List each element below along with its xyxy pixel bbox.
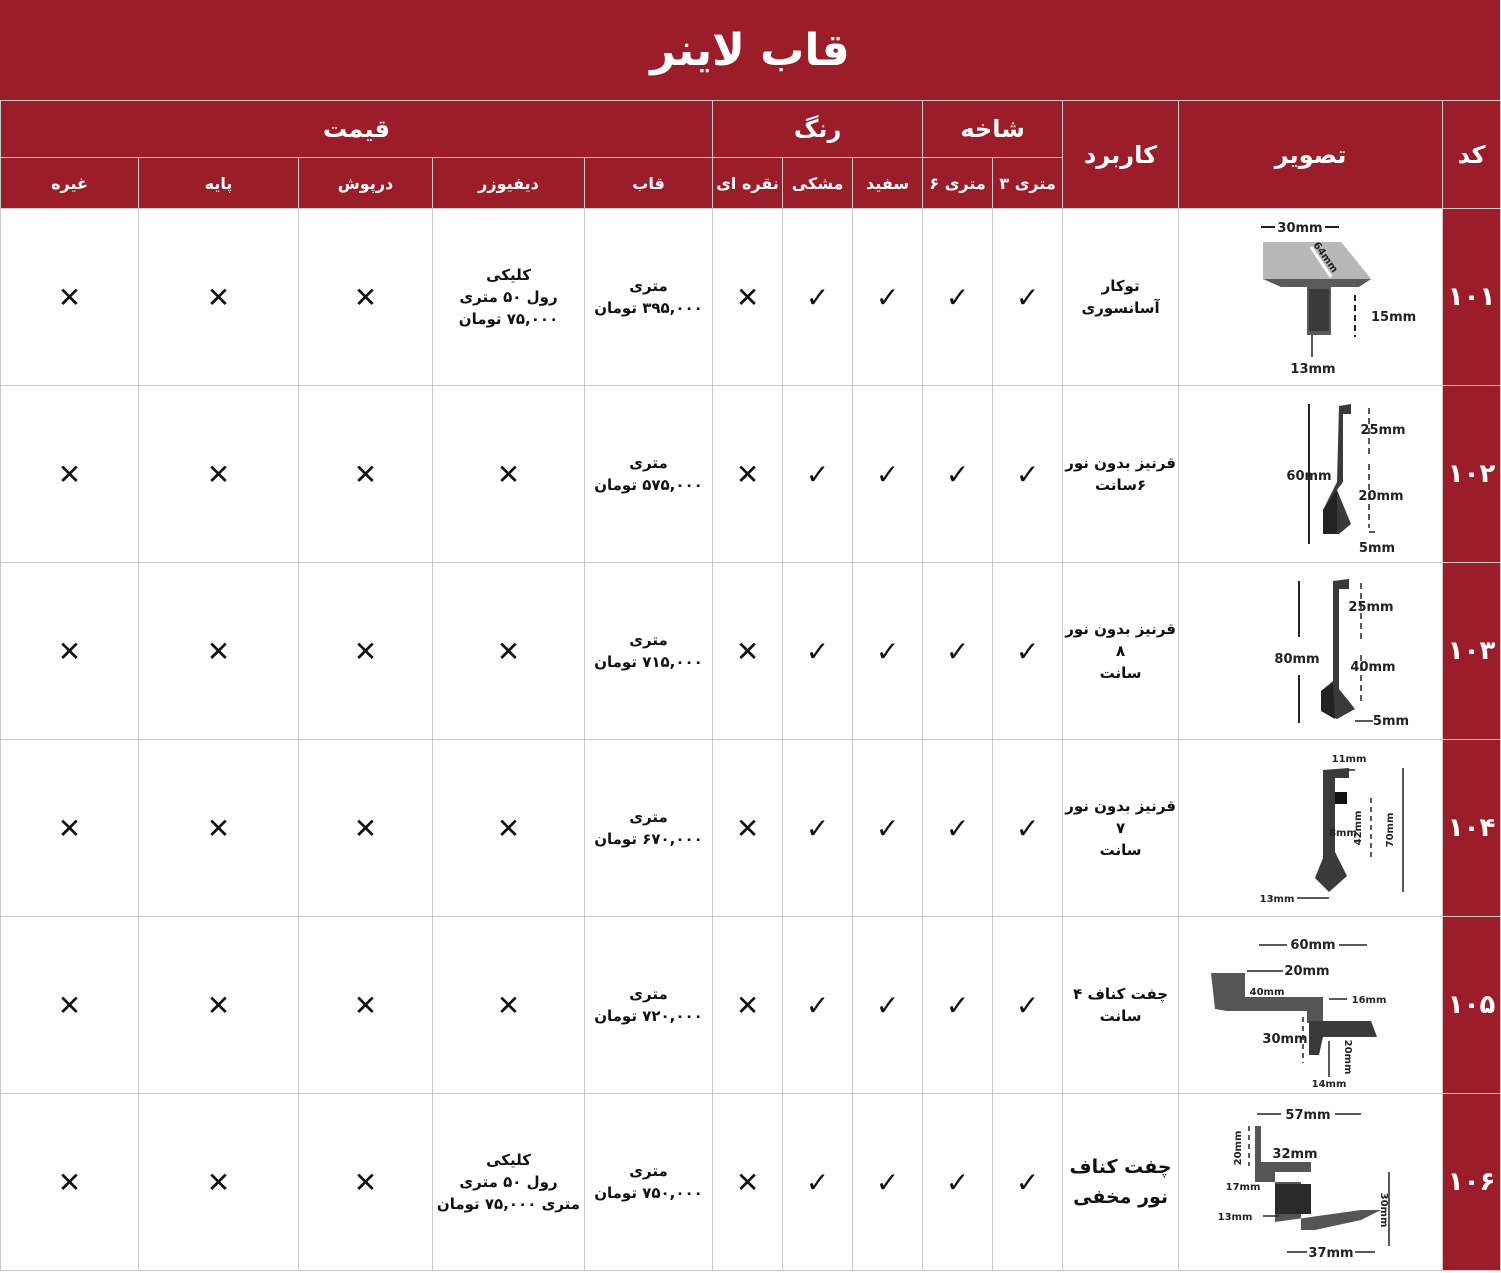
cell-white (853, 386, 923, 563)
cross-icon: ✕ (735, 811, 760, 845)
cross-icon: ✕ (353, 280, 378, 314)
cross-icon: ✕ (206, 280, 231, 314)
cell-code: ۱۰۱ (1443, 209, 1501, 386)
table-row (1, 563, 1501, 740)
header-price: قیمت (1, 101, 713, 158)
cross-icon: ✕ (57, 280, 82, 314)
dim-label: 17mm (1225, 1182, 1260, 1193)
cell-code: ۱۰۶ (1443, 1094, 1501, 1271)
dim-label: 20mm (1357, 489, 1404, 504)
check-icon: ✓ (1015, 280, 1040, 314)
dim-label: 37mm (1307, 1246, 1354, 1261)
check-icon: ✓ (875, 811, 900, 845)
diffuser-price: کلیکی رول ۵۰ متری ۷۵,۰۰۰ تومان (458, 266, 559, 328)
dim-label: 11mm (1331, 754, 1366, 765)
cell-black (783, 386, 853, 563)
cell-cover (299, 563, 433, 740)
cell-code: ۱۰۴ (1443, 740, 1501, 917)
cell-6m (923, 209, 993, 386)
cell-black (783, 563, 853, 740)
cell-other (1, 563, 139, 740)
check-icon: ✓ (875, 280, 900, 314)
check-icon: ✓ (875, 988, 900, 1022)
cell-diffuser (433, 386, 585, 563)
dim-label: 15mm (1370, 310, 1416, 325)
cell-usage (1063, 917, 1179, 1094)
check-icon: ✓ (805, 988, 830, 1022)
cell-image (1179, 917, 1443, 1094)
profile-105-image (1211, 925, 1411, 1090)
page-title: قاب لاینر (650, 24, 850, 76)
check-icon: ✓ (805, 634, 830, 668)
check-icon: ✓ (805, 280, 830, 314)
check-icon: ✓ (875, 634, 900, 668)
header-base: پایه (139, 158, 299, 209)
cell-diffuser (433, 1094, 585, 1271)
cell-3m (993, 563, 1063, 740)
title-banner (0, 0, 1500, 100)
dim-label: 13mm (1259, 894, 1294, 905)
frame-price: متری ۷۲۰,۰۰۰ تومان (594, 985, 703, 1025)
header-3m: ۳ متری (993, 158, 1063, 209)
check-icon: ✓ (1015, 634, 1040, 668)
cell-silver (713, 386, 783, 563)
cell-6m (923, 563, 993, 740)
table-row (1, 209, 1501, 386)
cell-diffuser (433, 740, 585, 917)
cell-other (1, 209, 139, 386)
dim-label: 20mm (1232, 1130, 1244, 1166)
header-branch: شاخه (923, 101, 1063, 158)
cell-image (1179, 386, 1443, 563)
cell-other (1, 386, 139, 563)
cell-cover (299, 209, 433, 386)
cell-frame (585, 386, 713, 563)
dim-label: 25mm (1359, 423, 1406, 438)
cross-icon: ✕ (735, 457, 760, 491)
header-cover: درپوش (299, 158, 433, 209)
cross-icon: ✕ (735, 634, 760, 668)
cell-silver (713, 563, 783, 740)
cross-icon: ✕ (735, 988, 760, 1022)
cell-usage (1063, 563, 1179, 740)
cell-cover (299, 740, 433, 917)
header-image: تصویر (1179, 101, 1443, 209)
cell-3m (993, 386, 1063, 563)
cell-6m (923, 917, 993, 1094)
cell-base (139, 563, 299, 740)
cell-6m (923, 740, 993, 917)
cell-white (853, 740, 923, 917)
diffuser-price: کلیکی رول ۵۰ متری متری ۷۵,۰۰۰ تومان (436, 1151, 581, 1213)
cell-white (853, 209, 923, 386)
cross-icon: ✕ (735, 280, 760, 314)
cell-white (853, 1094, 923, 1271)
cross-icon: ✕ (206, 1165, 231, 1199)
cell-black (783, 740, 853, 917)
cell-silver (713, 917, 783, 1094)
dim-label: 5mm (1358, 541, 1395, 556)
profile-106-image (1211, 1102, 1411, 1262)
cross-icon: ✕ (206, 811, 231, 845)
cell-usage (1063, 209, 1179, 386)
dim-label: 13mm (1289, 362, 1336, 377)
cross-icon: ✕ (496, 634, 521, 668)
cell-frame (585, 209, 713, 386)
cross-icon: ✕ (353, 811, 378, 845)
check-icon: ✓ (1015, 811, 1040, 845)
check-icon: ✓ (945, 634, 970, 668)
check-icon: ✓ (945, 457, 970, 491)
table-row (1, 740, 1501, 917)
cross-icon: ✕ (57, 457, 82, 491)
table-row (1, 917, 1501, 1094)
cell-other (1, 917, 139, 1094)
check-icon: ✓ (945, 280, 970, 314)
frame-price: متری ۷۱۵,۰۰۰ تومان (594, 631, 703, 671)
dim-label: 5mm (1372, 714, 1409, 729)
cell-image (1179, 563, 1443, 740)
cell-3m (993, 917, 1063, 1094)
dim-label: 60mm (1285, 469, 1332, 484)
dim-label: 60mm (1289, 938, 1336, 953)
frame-price: متری ۶۷۰,۰۰۰ تومان (594, 808, 703, 848)
cell-other (1, 740, 139, 917)
cross-icon: ✕ (57, 988, 82, 1022)
profile-102-image (1211, 394, 1411, 554)
cell-frame (585, 917, 713, 1094)
cell-white (853, 563, 923, 740)
usage-text: چفت کناف ۴ سانت (1073, 985, 1169, 1025)
dim-label: 70mm (1384, 812, 1396, 848)
cross-icon: ✕ (496, 811, 521, 845)
frame-price: متری ۵۷۵,۰۰۰ تومان (594, 454, 703, 494)
dim-label: 40mm (1249, 987, 1284, 998)
cross-icon: ✕ (206, 988, 231, 1022)
cell-code: ۱۰۲ (1443, 386, 1501, 563)
cell-base (139, 209, 299, 386)
cell-cover (299, 917, 433, 1094)
check-icon: ✓ (1015, 457, 1040, 491)
dim-label: 40mm (1349, 660, 1396, 675)
header-color: رنگ (713, 101, 923, 158)
cell-frame (585, 740, 713, 917)
cell-frame (585, 563, 713, 740)
dim-label: 20mm (1283, 964, 1330, 979)
header-other: غیره (1, 158, 139, 209)
table-row (1, 1094, 1501, 1271)
cell-3m (993, 209, 1063, 386)
dim-label: 8mm (1328, 828, 1357, 839)
cell-base (139, 740, 299, 917)
check-icon: ✓ (945, 811, 970, 845)
header-diffuser: دیفیوزر (433, 158, 585, 209)
cell-usage (1063, 1094, 1179, 1271)
cell-black (783, 209, 853, 386)
cross-icon: ✕ (206, 634, 231, 668)
table-row (1, 386, 1501, 563)
check-icon: ✓ (1015, 988, 1040, 1022)
dim-label: 14mm (1311, 1079, 1346, 1090)
cell-diffuser (433, 917, 585, 1094)
cell-image (1179, 740, 1443, 917)
cell-usage (1063, 740, 1179, 917)
dim-label: 20mm (1341, 1039, 1353, 1075)
profile-103-image (1211, 571, 1411, 731)
dim-label: 16mm (1351, 995, 1386, 1006)
dim-label: 80mm (1273, 652, 1320, 667)
cell-base (139, 1094, 299, 1271)
header-white: سفید (853, 158, 923, 209)
check-icon: ✓ (805, 457, 830, 491)
cell-6m (923, 386, 993, 563)
cell-diffuser (433, 209, 585, 386)
frame-price: متری ۳۹۵,۰۰۰ تومان (594, 277, 703, 317)
cell-image (1179, 209, 1443, 386)
cell-image (1179, 1094, 1443, 1271)
cell-silver (713, 1094, 783, 1271)
header-silver: نقره ای (713, 158, 783, 209)
check-icon: ✓ (805, 1165, 830, 1199)
cell-6m (923, 1094, 993, 1271)
cell-diffuser (433, 563, 585, 740)
cross-icon: ✕ (496, 457, 521, 491)
cross-icon: ✕ (353, 634, 378, 668)
cross-icon: ✕ (353, 457, 378, 491)
cross-icon: ✕ (735, 1165, 760, 1199)
check-icon: ✓ (1015, 1165, 1040, 1199)
cell-silver (713, 209, 783, 386)
cell-code: ۱۰۵ (1443, 917, 1501, 1094)
usage-text: توکار آسانسوری (1081, 277, 1160, 317)
header-usage: کاربرد (1063, 101, 1179, 209)
cross-icon: ✕ (57, 1165, 82, 1199)
header-6m: ۶ متری (923, 158, 993, 209)
profile-104-image (1211, 748, 1411, 908)
frame-price: متری ۷۵۰,۰۰۰ تومان (594, 1162, 703, 1202)
header-frame: قاب (585, 158, 713, 209)
check-icon: ✓ (945, 988, 970, 1022)
cell-3m (993, 740, 1063, 917)
dim-label: 57mm (1284, 1108, 1331, 1123)
profile-101-image (1211, 217, 1416, 377)
usage-text: قرنیز بدون نور ۷ سانت (1065, 797, 1176, 859)
cross-icon: ✕ (57, 811, 82, 845)
cell-black (783, 1094, 853, 1271)
cell-cover (299, 1094, 433, 1271)
dim-label: 30mm (1276, 221, 1323, 236)
header-black: مشکی (783, 158, 853, 209)
cell-usage (1063, 386, 1179, 563)
cross-icon: ✕ (57, 634, 82, 668)
dim-label: 30mm (1377, 1192, 1389, 1228)
dim-label: 25mm (1347, 600, 1394, 615)
cell-silver (713, 740, 783, 917)
product-table (0, 100, 1501, 1271)
cell-base (139, 917, 299, 1094)
cell-other (1, 1094, 139, 1271)
check-icon: ✓ (875, 1165, 900, 1199)
dim-label: 13mm (1217, 1212, 1252, 1223)
cell-base (139, 386, 299, 563)
cross-icon: ✕ (353, 988, 378, 1022)
cross-icon: ✕ (206, 457, 231, 491)
usage-text: قرنیز بدون نور ۶سانت (1065, 454, 1176, 494)
cell-white (853, 917, 923, 1094)
dim-label: 32mm (1271, 1147, 1318, 1162)
check-icon: ✓ (945, 1165, 970, 1199)
dim-label: 42mm (1352, 810, 1364, 846)
check-icon: ✓ (875, 457, 900, 491)
check-icon: ✓ (805, 811, 830, 845)
usage-text: چفت کناف نور مخفی (1069, 1156, 1172, 1208)
header-code: کد (1443, 101, 1501, 209)
cell-code: ۱۰۳ (1443, 563, 1501, 740)
cross-icon: ✕ (496, 988, 521, 1022)
cell-black (783, 917, 853, 1094)
cell-frame (585, 1094, 713, 1271)
usage-text: قرنیز بدون نور ۸ سانت (1065, 620, 1176, 682)
cell-cover (299, 386, 433, 563)
cell-3m (993, 1094, 1063, 1271)
dim-label: 30mm (1261, 1032, 1308, 1047)
dim-label: 64mm (1310, 240, 1340, 275)
cross-icon: ✕ (353, 1165, 378, 1199)
